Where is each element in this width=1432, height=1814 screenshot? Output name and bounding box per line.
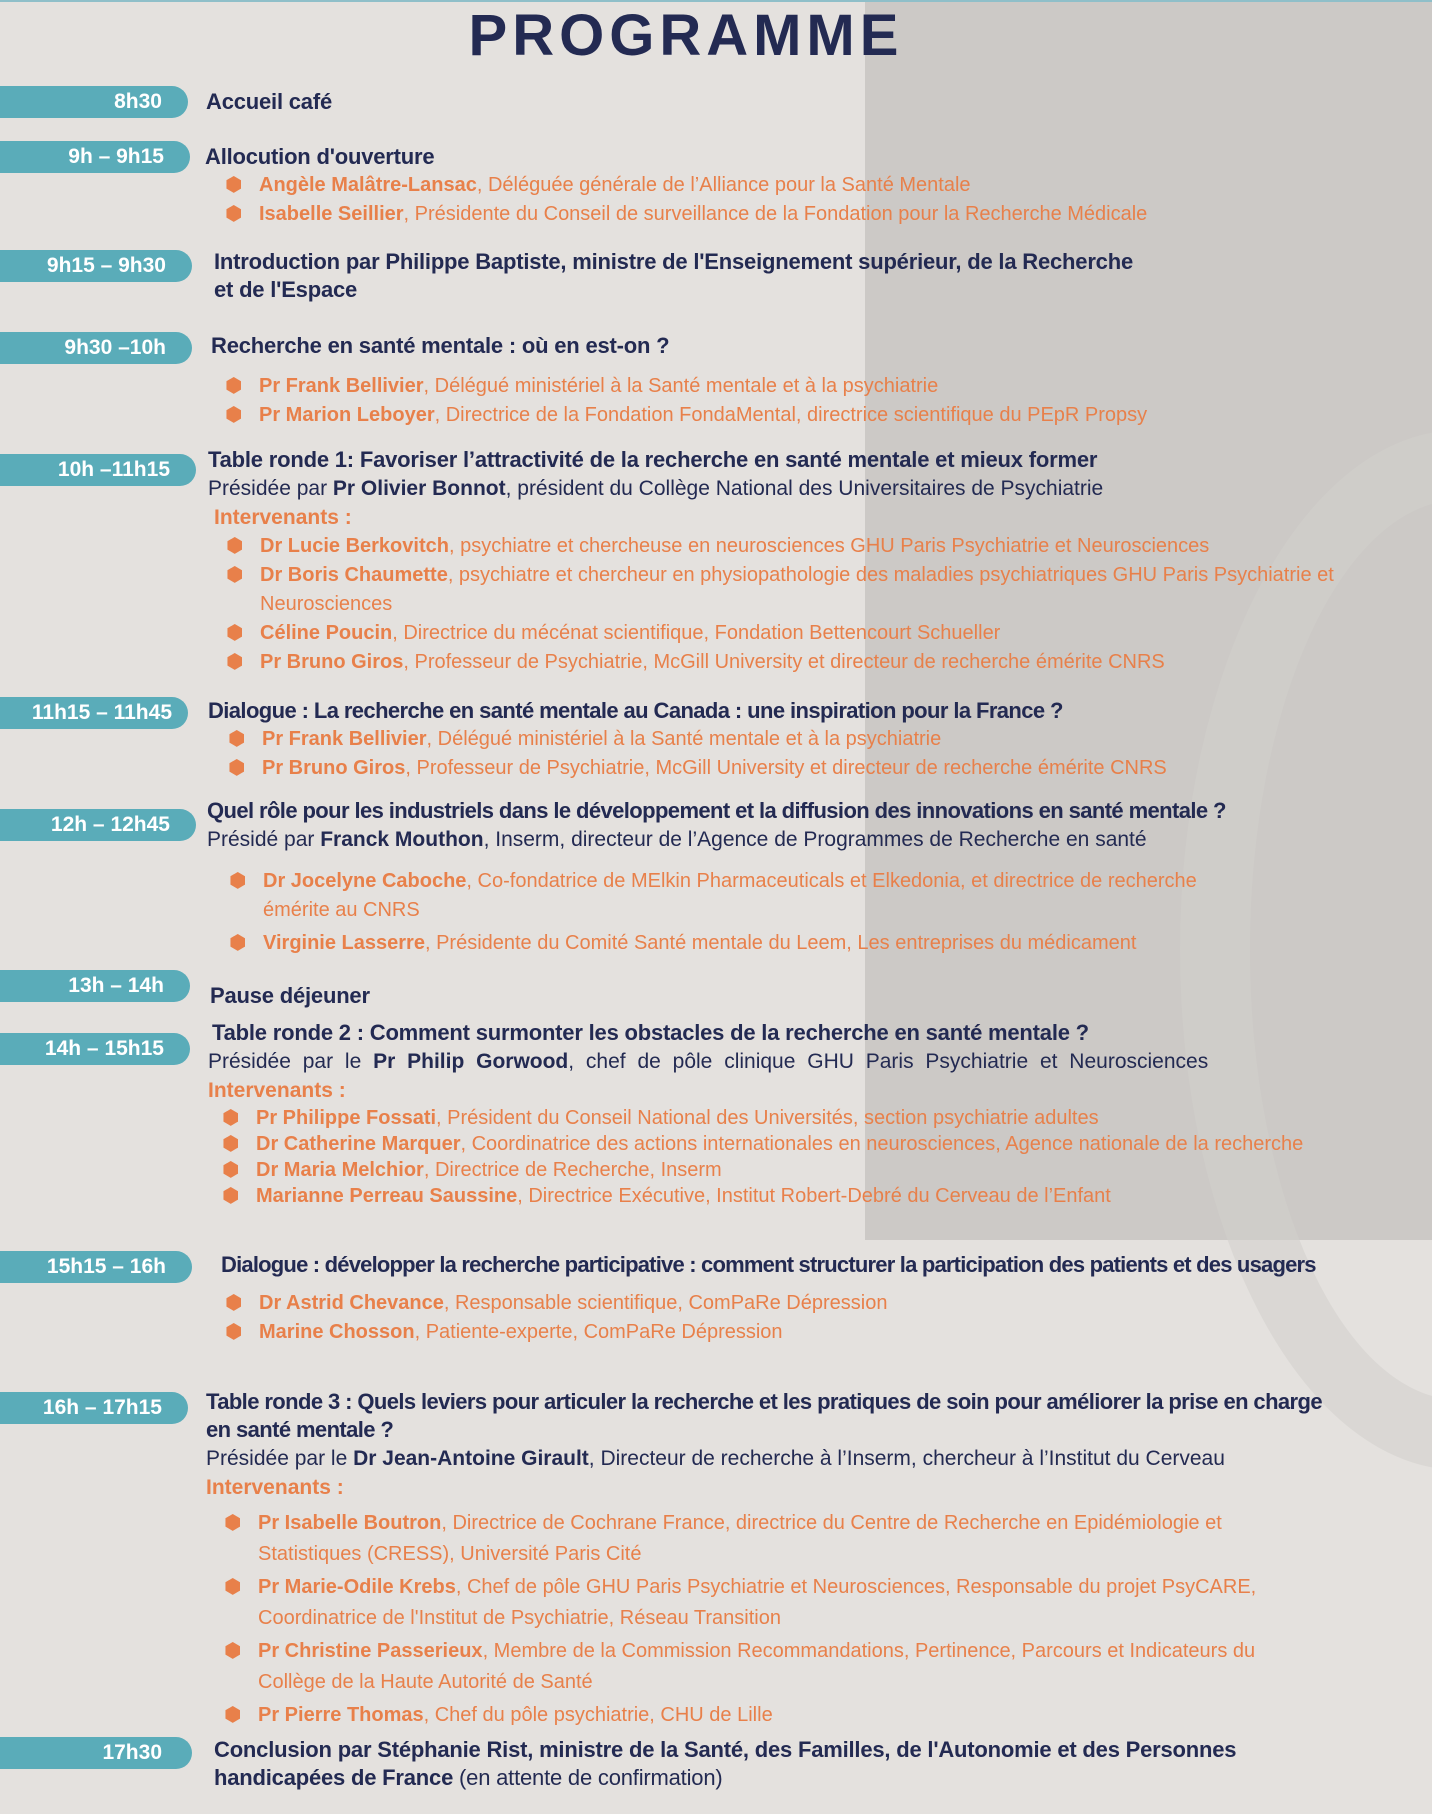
chair-line: Présidé par Franck Mouthon, Inserm, directeur de l’Agence de Programmes de Recherche en santé [207,828,1147,851]
time-badge: 14h – 15h15 [0,1033,190,1065]
hexagon-bullet-icon: ⬢ [225,174,243,196]
hexagon-bullet-icon: ⬢ [229,870,247,892]
speaker-list [208,725,1308,783]
speaker-list [208,1105,1432,1209]
chair-line: Présidée par le Dr Jean-Antoine Girault, Directeur de recherche à l’Inserm, chercheur à l’Institut du Cerveau [206,1447,1225,1470]
hexagon-bullet-icon: ⬢ [226,622,244,644]
hexagon-bullet-icon: ⬢ [229,932,247,954]
hexagon-bullet-icon: ⬢ [222,1107,240,1129]
speaker-item: ⬢ Pr Marion Leboyer, Directrice de la Fondation FondaMental, directrice scientifique du PEpR Propsy [225,401,1311,430]
chair-line: Présidée par Pr Olivier Bonnot, président du Collège National des Universitaires de Psychiatrie [208,477,1104,500]
session-content [208,446,1348,677]
speaker-item: ⬢ Marianne Perreau Saussine, Directrice Exécutive, Institut Robert-Debré du Cerveau de l’Enfant [222,1185,1111,1207]
chair-line: Présidée par le Pr Philip Gorwood, chef de pôle clinique GHU Paris Psychiatrie et Neurosciences [208,1050,1209,1073]
session-content [206,1388,1346,1731]
hexagon-bullet-icon: ⬢ [226,564,244,586]
speaker-item: ⬢ Dr Boris Chaumette, psychiatre et chercheur en physiopathologie des maladies psychiatriques GHU Paris Psychiatrie et Neurosciences [226,561,1348,619]
hexagon-bullet-icon: ⬢ [224,1512,242,1534]
intervenants-label: Intervenants : [208,1079,346,1102]
session-content [221,1251,1421,1347]
session-content [205,143,1285,229]
speaker-item: ⬢ Pr Christine Passerieux, Membre de la Commission Recommandations, Pertinence, Parcours et Indicateurs du Collège de la Haute Autorité de Santé [224,1636,1264,1698]
time-badge: 9h30 –10h [0,332,192,364]
hexagon-bullet-icon: ⬢ [226,651,244,673]
speaker-list [205,171,1285,229]
hexagon-bullet-icon: ⬢ [222,1185,240,1207]
speaker-item: ⬢ Pr Marie-Odile Krebs, Chef de pôle GHU Paris Psychiatrie et Neurosciences, Responsable du projet PsyCARE, Coordinatrice de l'Institut de Psychiatrie, Réseau Transition [224,1572,1264,1634]
session-content [208,1019,1304,1209]
session-title: Accueil café [206,89,333,114]
session-title: Allocution d'ouverture [205,144,435,169]
session-content [207,797,1347,958]
hexagon-bullet-icon: ⬢ [226,535,244,557]
hexagon-bullet-icon: ⬢ [228,757,246,779]
speaker-item: ⬢ Isabelle Seillier, Présidente du Conseil de surveillance de la Fondation pour la Recherche Médicale [225,200,1285,229]
time-badge: 12h – 12h45 [0,809,196,841]
hexagon-bullet-icon: ⬢ [222,1159,240,1181]
hexagon-bullet-icon: ⬢ [225,375,243,397]
time-badge: 15h15 – 16h [0,1251,192,1283]
speaker-item: ⬢ Dr Lucie Berkovitch, psychiatre et chercheuse en neurosciences GHU Paris Psychiatrie et Neurosciences [226,532,1348,561]
speaker-item: ⬢ Dr Catherine Marquer, Coordinatrice des actions internationales en neurosciences, Agence nationale de la recherche [222,1133,1304,1155]
speaker-item: ⬢ Pr Frank Bellivier, Délégué ministériel à la Santé mentale et à la psychiatrie [225,372,1311,401]
speaker-item: ⬢ Pr Philippe Fossati, Président du Conseil National des Universités, section psychiatrie adultes [222,1107,1099,1129]
hexagon-bullet-icon: ⬢ [225,1321,243,1343]
hexagon-bullet-icon: ⬢ [228,728,246,750]
intervenants-label: Intervenants : [214,506,352,529]
session-title: Table ronde 1: Favoriser l’attractivité de la recherche en santé mentale et mieux former [208,447,1098,472]
speaker-list [207,867,1229,958]
hexagon-bullet-icon: ⬢ [225,1292,243,1314]
speaker-item: ⬢ Dr Jocelyne Caboche, Co-fondatrice de MElkin Pharmaceuticals et Elkedonia, et directrice de recherche émérite au CNRS [229,867,1229,925]
hexagon-bullet-icon: ⬢ [222,1133,240,1155]
speaker-item: ⬢ Pr Bruno Giros, Professeur de Psychiatrie, McGill University et directeur de recherche émérite CNRS [228,754,1308,783]
session-title: Recherche en santé mentale : où en est-on ? [211,333,670,358]
time-badge: 9h – 9h15 [0,141,190,173]
session-title: Quel rôle pour les industriels dans le développement et la diffusion des innovations en santé mentale ? [207,798,1226,823]
session-title: Dialogue : développer la recherche participative : comment structurer la participation des patients et des usagers [221,1252,1316,1277]
time-badge: 17h30 [0,1737,192,1769]
session-content [208,697,1308,783]
time-badge: 8h30 [0,86,188,118]
speaker-item: ⬢ Pr Isabelle Boutron, Directrice de Cochrane France, directrice du Centre de Recherche en Epidémiologie et Statistiques (CRESS), Université Paris Cité [224,1508,1264,1570]
speaker-item: ⬢ Céline Poucin, Directrice du mécénat scientifique, Fondation Bettencourt Schueller [226,619,1348,648]
hexagon-bullet-icon: ⬢ [224,1576,242,1598]
speaker-item: ⬢ Dr Maria Melchior, Directrice de Recherche, Inserm [222,1159,722,1181]
speaker-list [211,372,1311,430]
hexagon-bullet-icon: ⬢ [224,1640,242,1662]
speaker-item: ⬢ Marine Chosson, Patiente-experte, ComPaRe Dépression [225,1318,1421,1347]
session-title: Conclusion par Stéphanie Rist, ministre de la Santé, des Familles, de l'Autonomie et des Personnes handicapées de France (en attente de confirmation) [214,1737,1237,1790]
speaker-item: ⬢ Dr Astrid Chevance, Responsable scientifique, ComPaRe Dépression [225,1289,1421,1318]
intervenants-label: Intervenants : [206,1476,344,1499]
hexagon-bullet-icon: ⬢ [225,404,243,426]
speaker-item: ⬢ Pr Bruno Giros, Professeur de Psychiatrie, McGill University et directeur de recherche émérite CNRS [226,648,1348,677]
speaker-item: ⬢ Virginie Lasserre, Présidente du Comité Santé mentale du Leem, Les entreprises du médicament [229,929,1229,958]
time-badge: 9h15 – 9h30 [0,250,192,282]
session-title: Dialogue : La recherche en santé mentale au Canada : une inspiration pour la France ? [208,698,1063,723]
session-content [211,332,1311,430]
time-badge: 13h – 14h [0,970,190,1002]
session-title: Table ronde 2 : Comment surmonter les obstacles de la recherche en santé mentale ? [212,1020,1089,1045]
session-title: Pause déjeuner [210,983,370,1008]
speaker-list [208,532,1348,677]
page-title: PROGRAMME [468,3,904,68]
speaker-item: ⬢ Pr Frank Bellivier, Délégué ministériel à la Santé mentale et à la psychiatrie [228,725,1308,754]
session-title: Table ronde 3 : Quels leviers pour articuler la recherche et les pratiques de soin pour améliorer la prise en charge en santé mentale ? [206,1389,1322,1442]
speaker-item: ⬢ Pr Pierre Thomas, Chef du pôle psychiatrie, CHU de Lille [224,1700,1264,1731]
speaker-list [206,1508,1264,1731]
hexagon-bullet-icon: ⬢ [225,203,243,225]
time-badge: 16h – 17h15 [0,1392,188,1424]
speaker-item: ⬢ Angèle Malâtre-Lansac, Déléguée générale de l’Alliance pour la Santé Mentale [225,171,1285,200]
time-badge: 11h15 – 11h45 [0,697,188,729]
session-title: Introduction par Philippe Baptiste, ministre de l'Enseignement supérieur, de la Recherche et de l'Espace [214,249,1133,302]
speaker-list [221,1289,1421,1347]
time-badge: 10h –11h15 [0,454,196,486]
hexagon-bullet-icon: ⬢ [224,1704,242,1726]
